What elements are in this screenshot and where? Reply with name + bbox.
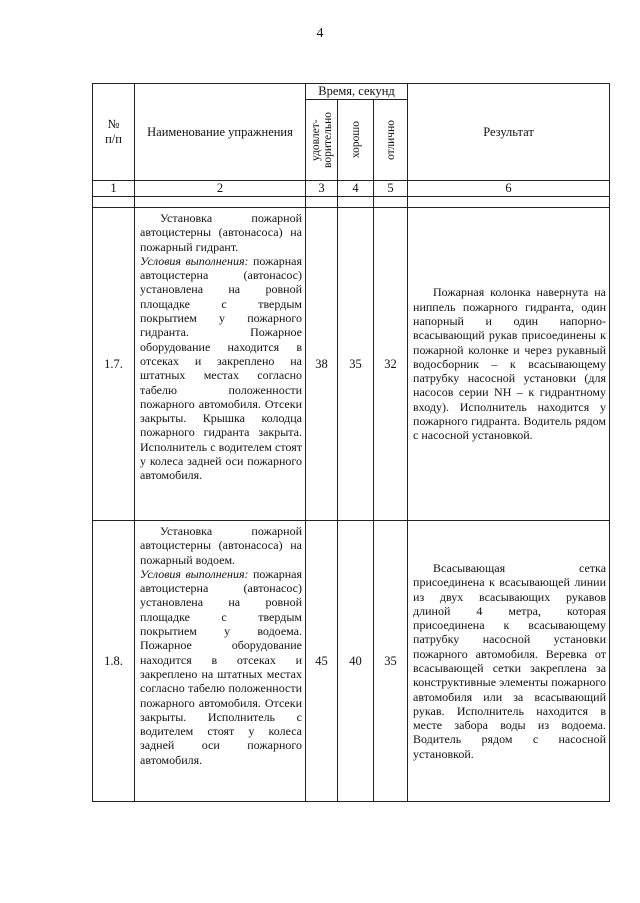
result-text: Всасывающая сетка присоединена к всасывающей линии из двух всасывающих рукавов длиной 4 метра, которая присоединена к всасывающему патрубку насосной установки пожарного автомобиля. Веревка от всасывающей сетки закреплена за конструктивные элементы пожарного автомобиля или за всасывающий рукав. Исполнитель находится в месте забора воды из водоема. Водитель рядом с насосной установкой. xyxy=(413,560,607,761)
exercise-title: Установка пожарной автоцистерны (автонасоса) на пожарный гидрант. xyxy=(140,211,302,254)
conditions-text: пожарная автоцистерна (автонасос) установлена на ровной площадке с твердым покрытием у пожарного гидранта. Пожарное оборудование находится в отсеках и закреплено на штатных местах согласно табелю положенности пожарного автомобиля. Отсеки закрыты. Крышка колодца пожарного гидранта закрыта. Исполнитель с водителем стоят у колеса задней оси пожарного автомобиля. xyxy=(140,253,302,483)
spacer-cell xyxy=(306,197,338,208)
column-number-row xyxy=(93,181,610,197)
column-number: 2 xyxy=(135,181,306,197)
column-number: 4 xyxy=(338,181,374,197)
exercise-title: Установка пожарной автоцистерны (автонасоса) на пожарный водоем. xyxy=(140,524,302,567)
row-number: 1.8. xyxy=(93,521,135,802)
header-satisfactory xyxy=(306,100,338,181)
exercise-norms-table xyxy=(92,83,610,802)
exercise-description xyxy=(135,521,306,802)
header-result: Результат xyxy=(408,84,610,181)
header-exercise-name: Наименование упражнения xyxy=(135,84,306,181)
time-excellent: 35 xyxy=(374,521,408,802)
spacer-cell xyxy=(408,197,610,208)
column-number: 3 xyxy=(306,181,338,197)
time-satisfactory: 45 xyxy=(306,521,338,802)
header-good-label: хорошо xyxy=(349,121,362,159)
conditions-text: пожарная автоцистерна (автонасос) установлена на ровной площадке с твердым покрытием у водоема. Пожарное оборудование находится в отсеках и закреплено на штатных местах согласно табелю положенности пожарного автомобиля. Отсеки закрыты. Исполнитель с водителем стоят у колеса задней оси пожарного автомобиля. xyxy=(140,566,302,767)
spacer-cell xyxy=(338,197,374,208)
conditions-label: Условия выполнения: xyxy=(140,566,249,581)
column-number: 6 xyxy=(408,181,610,197)
row-number: 1.7. xyxy=(93,208,135,521)
result-description xyxy=(408,521,610,802)
column-number: 1 xyxy=(93,181,135,197)
time-good: 40 xyxy=(338,521,374,802)
table-row xyxy=(93,521,610,802)
spacer-cell xyxy=(135,197,306,208)
page-number: 4 xyxy=(316,26,324,41)
table-row xyxy=(93,208,610,521)
header-excellent-label: отлично xyxy=(384,120,397,160)
spacer-cell xyxy=(374,197,408,208)
header-row xyxy=(93,84,610,100)
header-good xyxy=(338,100,374,181)
spacer-cell xyxy=(93,197,135,208)
exercise-description xyxy=(135,208,306,521)
header-excellent xyxy=(374,100,408,181)
time-excellent: 32 xyxy=(374,208,408,521)
result-text: Пожарная колонка навернута на ниппель пожарного гидранта, один напорный и один напорно-всасывающий рукав присоединены к пожарной колонке и через рукавный водосборник – к всасывающему патрубку насосной установки (для насосов серии NH – к гидрантному входу). Исполнитель находится у пожарного гидранта. Водитель рядом с насосной установкой. xyxy=(413,285,607,443)
result-description xyxy=(408,208,610,521)
column-number: 5 xyxy=(374,181,408,197)
spacer-row xyxy=(93,197,610,208)
header-num: № п/п xyxy=(93,84,135,181)
conditions-label: Условия выполнения: xyxy=(140,253,249,268)
time-good: 35 xyxy=(338,208,374,521)
header-time-group: Время, секунд xyxy=(306,84,408,100)
time-satisfactory: 38 xyxy=(306,208,338,521)
header-satisfactory-label: удовлет- ворительно xyxy=(309,111,334,169)
